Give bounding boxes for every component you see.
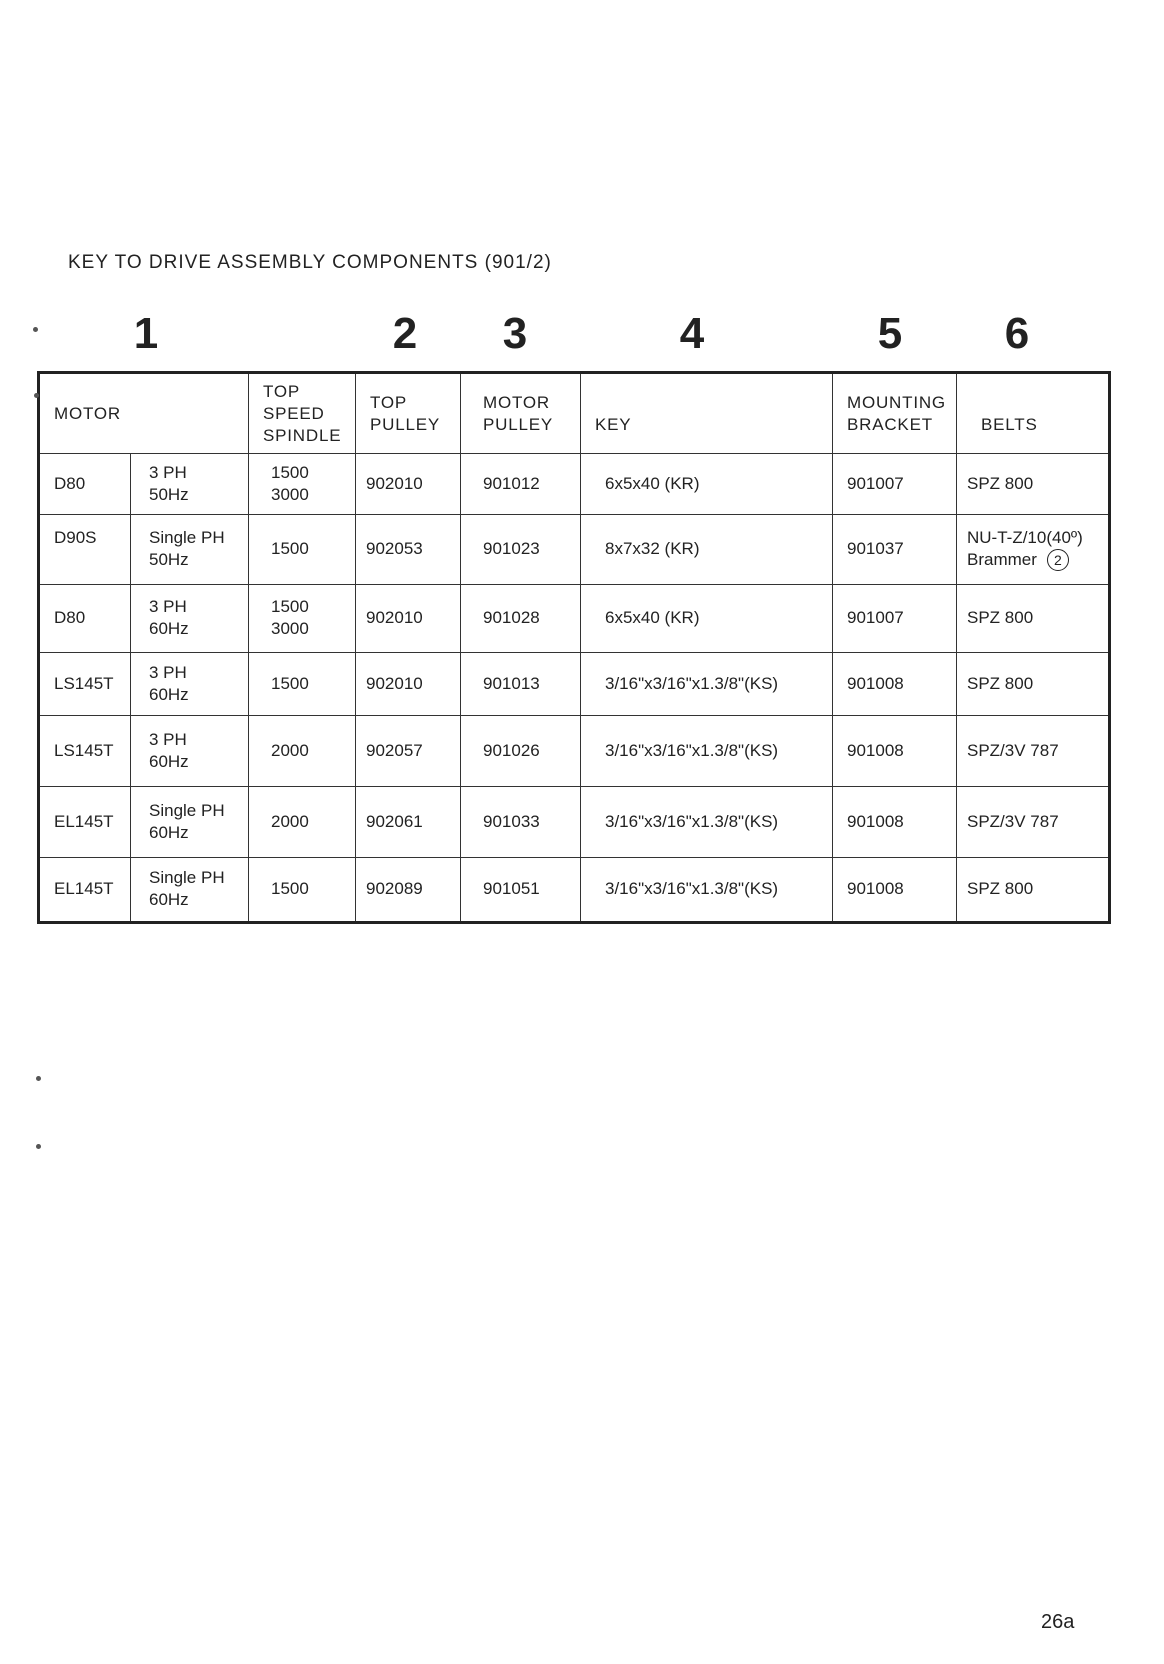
bracket-cell: 901008 [833, 787, 957, 857]
column-number-3: 3 [502, 309, 528, 358]
header-line: PULLEY [483, 414, 554, 434]
phase-cell [131, 584, 249, 652]
speed-line: 2000 [271, 741, 309, 761]
speed-line: 3000 [271, 485, 309, 505]
phase-cell [131, 787, 249, 857]
top-pulley-cell: 902010 [356, 652, 461, 715]
scan-speck [36, 1144, 41, 1149]
table-row [39, 857, 1110, 922]
motor-pulley-cell: 901012 [461, 454, 581, 515]
phase-cell [131, 515, 249, 584]
header-line: TOP [263, 381, 301, 401]
header-top-speed-spindle [249, 373, 356, 454]
scan-speck [33, 327, 38, 332]
header-line: MOTOR [483, 392, 550, 412]
top-pulley-cell: 902010 [356, 584, 461, 652]
speed-cell [249, 584, 356, 652]
scan-speck [36, 1076, 41, 1081]
phase-line: 60Hz [149, 752, 189, 772]
phase-cell [131, 857, 249, 922]
table-row [39, 584, 1110, 652]
scan-speck [34, 393, 39, 398]
phase-line: 60Hz [149, 823, 189, 843]
speed-cell [249, 716, 356, 787]
speed-cell [249, 515, 356, 584]
speed-line: 1500 [271, 673, 309, 693]
phase-cell [131, 716, 249, 787]
speed-line: 1500 [271, 539, 309, 559]
motor-cell: LS145T [39, 716, 131, 787]
header-top-pulley [356, 373, 461, 454]
motor-pulley-cell: 901028 [461, 584, 581, 652]
speed-cell [249, 454, 356, 515]
speed-line: 1500 [271, 463, 309, 483]
motor-cell: LS145T [39, 652, 131, 715]
speed-cell [249, 652, 356, 715]
bracket-cell: 901008 [833, 716, 957, 787]
belts-cell: SPZ/3V 787 [957, 716, 1110, 787]
header-motor: MOTOR [39, 373, 249, 454]
belts-line-text: Brammer [967, 550, 1037, 570]
phase-line: 60Hz [149, 619, 189, 639]
top-pulley-cell: 902010 [356, 454, 461, 515]
belts-cell: SPZ 800 [957, 584, 1110, 652]
phase-line: 3 PH [149, 730, 187, 750]
motor-pulley-cell: 901033 [461, 787, 581, 857]
speed-cell [249, 857, 356, 922]
table-row [39, 515, 1110, 584]
speed-cell [249, 787, 356, 857]
header-line: TOP [370, 392, 408, 412]
column-number-6: 6 [1004, 309, 1030, 358]
bracket-cell: 901007 [833, 584, 957, 652]
bracket-cell: 901008 [833, 857, 957, 922]
drive-components-table [37, 371, 1111, 924]
key-cell: 3/16"x3/16"x1.3/8"(KS) [581, 787, 833, 857]
phase-line: 60Hz [149, 890, 189, 910]
circled-note-marker: 2 [1047, 549, 1069, 571]
top-pulley-cell: 902057 [356, 716, 461, 787]
key-cell: 3/16"x3/16"x1.3/8"(KS) [581, 857, 833, 922]
phase-line: Single PH [149, 868, 225, 888]
column-number-1: 1 [133, 309, 159, 358]
key-cell: 6x5x40 (KR) [581, 584, 833, 652]
header-line: PULLEY [370, 414, 441, 434]
column-number-4: 4 [679, 309, 705, 358]
table-row [39, 716, 1110, 787]
motor-pulley-cell: 901026 [461, 716, 581, 787]
phase-line: 50Hz [149, 485, 189, 505]
page-number: 26a [1041, 1611, 1075, 1633]
table-row [39, 454, 1110, 515]
header-mounting-bracket [833, 373, 957, 454]
key-cell: 8x7x32 (KR) [581, 515, 833, 584]
header-line: SPINDLE [263, 425, 342, 445]
phase-line: Single PH [149, 801, 225, 821]
motor-cell: D80 [39, 584, 131, 652]
bracket-cell: 901008 [833, 652, 957, 715]
belts-cell: SPZ 800 [957, 454, 1110, 515]
belts-cell: SPZ/3V 787 [957, 787, 1110, 857]
header-line: MOUNTING [847, 392, 946, 412]
header-line: SPEED [263, 403, 325, 423]
page-title: KEY TO DRIVE ASSEMBLY COMPONENTS (901/2) [68, 252, 552, 273]
key-cell: 3/16"x3/16"x1.3/8"(KS) [581, 652, 833, 715]
header-line: BRACKET [847, 414, 933, 434]
bracket-cell: 901037 [833, 515, 957, 584]
belts-cell: SPZ 800 [957, 652, 1110, 715]
phase-line: 50Hz [149, 550, 189, 570]
table-row [39, 787, 1110, 857]
header-motor-pulley [461, 373, 581, 454]
motor-cell: EL145T [39, 857, 131, 922]
belts-cell [957, 515, 1110, 584]
phase-line: 3 PH [149, 662, 187, 682]
motor-pulley-cell: 901023 [461, 515, 581, 584]
header-key: KEY [581, 373, 833, 454]
header-row [39, 373, 1110, 454]
column-number-2: 2 [392, 309, 418, 358]
phase-line: 3 PH [149, 597, 187, 617]
speed-line: 1500 [271, 879, 309, 899]
header-belts: BELTS [957, 373, 1110, 454]
key-cell: 3/16"x3/16"x1.3/8"(KS) [581, 716, 833, 787]
bracket-cell: 901007 [833, 454, 957, 515]
speed-line: 1500 [271, 597, 309, 617]
top-pulley-cell: 902089 [356, 857, 461, 922]
column-number-5: 5 [877, 309, 903, 358]
table-row [39, 652, 1110, 715]
speed-line: 3000 [271, 619, 309, 639]
motor-pulley-cell: 901051 [461, 857, 581, 922]
speed-line: 2000 [271, 812, 309, 832]
motor-cell: EL145T [39, 787, 131, 857]
phase-line: Single PH [149, 528, 225, 548]
motor-cell: D80 [39, 454, 131, 515]
top-pulley-cell: 902053 [356, 515, 461, 584]
belts-line: NU-T-Z/10(40º) [967, 528, 1083, 548]
phase-cell [131, 652, 249, 715]
phase-line: 60Hz [149, 684, 189, 704]
key-cell: 6x5x40 (KR) [581, 454, 833, 515]
phase-cell [131, 454, 249, 515]
belts-line [967, 549, 1108, 571]
belts-cell: SPZ 800 [957, 857, 1110, 922]
motor-cell: D90S [39, 515, 131, 584]
phase-line: 3 PH [149, 463, 187, 483]
motor-pulley-cell: 901013 [461, 652, 581, 715]
top-pulley-cell: 902061 [356, 787, 461, 857]
